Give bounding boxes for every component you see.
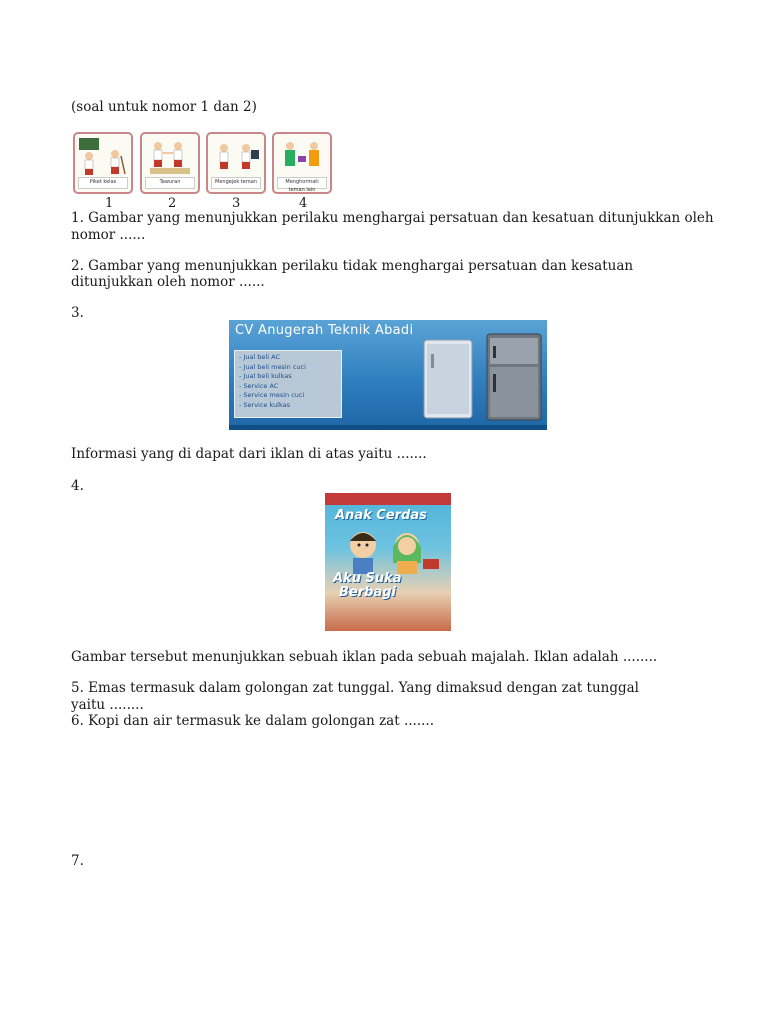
- question-5-line-1: 5. Emas termasuk dalam golongan zat tunggal. Yang dimaksud dengan zat tunggal: [71, 680, 639, 696]
- question-3-text: Informasi yang di dapat dari iklan di atas yaitu .......: [71, 446, 427, 462]
- appliance-ad-banner: [229, 320, 547, 430]
- question-4-text: Gambar tersebut menunjukkan sebuah iklan pada sebuah majalah. Iklan adalah ........: [71, 649, 658, 665]
- illustration-students-cleaning: [77, 136, 129, 178]
- card-number: 2: [168, 196, 177, 211]
- question-6-text: 6. Kopi dan air termasuk ke dalam golongan zat .......: [71, 713, 434, 729]
- intro-text: (soal untuk nomor 1 dan 2): [71, 99, 257, 115]
- magazine-header-band: [325, 493, 451, 505]
- card-caption: Menghormati teman lain: [277, 177, 327, 189]
- illustration-students-respecting: [276, 136, 328, 178]
- question-1-line-2: nomor ......: [71, 227, 146, 243]
- large-fridge-icon: [483, 332, 545, 422]
- ad-title: CV Anugerah Teknik Abadi: [235, 323, 414, 338]
- card-menghormati-teman: [272, 132, 332, 194]
- question-2-line-2: ditunjukkan oleh nomor ......: [71, 274, 265, 290]
- question-1-line-1: 1. Gambar yang menunjukkan perilaku menghargai persatuan dan kesatuan ditunjukkan oleh: [71, 210, 714, 226]
- ad-bottom-strip: [229, 425, 547, 430]
- ad-service-item: - Service kulkas: [239, 400, 291, 409]
- ad-service-item: - Jual beli AC: [239, 353, 280, 361]
- magazine-slogan-line-1: Aku Suka: [333, 571, 402, 586]
- question-4-label: 4.: [71, 478, 84, 494]
- small-fridge-icon: [419, 336, 479, 420]
- question-7-label: 7.: [71, 853, 84, 869]
- magazine-title: Anak Cerdas: [335, 508, 427, 523]
- card-caption: Mengejek teman: [211, 177, 261, 189]
- card-caption: Piket kelas: [78, 177, 128, 189]
- question-5-line-2: yaitu ........: [71, 697, 144, 713]
- ad-service-item: - Jual beli kulkas: [239, 372, 292, 380]
- ad-service-item: - Service AC: [239, 381, 279, 390]
- ad-service-item: - Service mesin cuci: [239, 391, 305, 399]
- card-number: 1: [105, 196, 114, 211]
- question-3-label: 3.: [71, 305, 84, 321]
- question-2-line-1: 2. Gambar yang menunjukkan perilaku tidak menghargai persatuan dan kesatuan: [71, 258, 634, 274]
- ad-service-list: [234, 350, 342, 418]
- illustration-students-teasing: [210, 136, 262, 178]
- magazine-slogan-line-2: Berbagi: [339, 585, 396, 600]
- card-mengejek-teman: [206, 132, 266, 194]
- card-number: 4: [299, 196, 308, 211]
- card-tawuran: [140, 132, 200, 194]
- card-piket-kelas: [73, 132, 133, 194]
- magazine-cover: [325, 493, 451, 631]
- card-number: 3: [232, 196, 241, 211]
- illustration-students-fighting: [144, 136, 196, 178]
- children-illustration: [333, 527, 443, 575]
- card-caption: Tawuran: [145, 177, 195, 189]
- ad-service-item: - Jual beli mesin cuci: [239, 362, 306, 371]
